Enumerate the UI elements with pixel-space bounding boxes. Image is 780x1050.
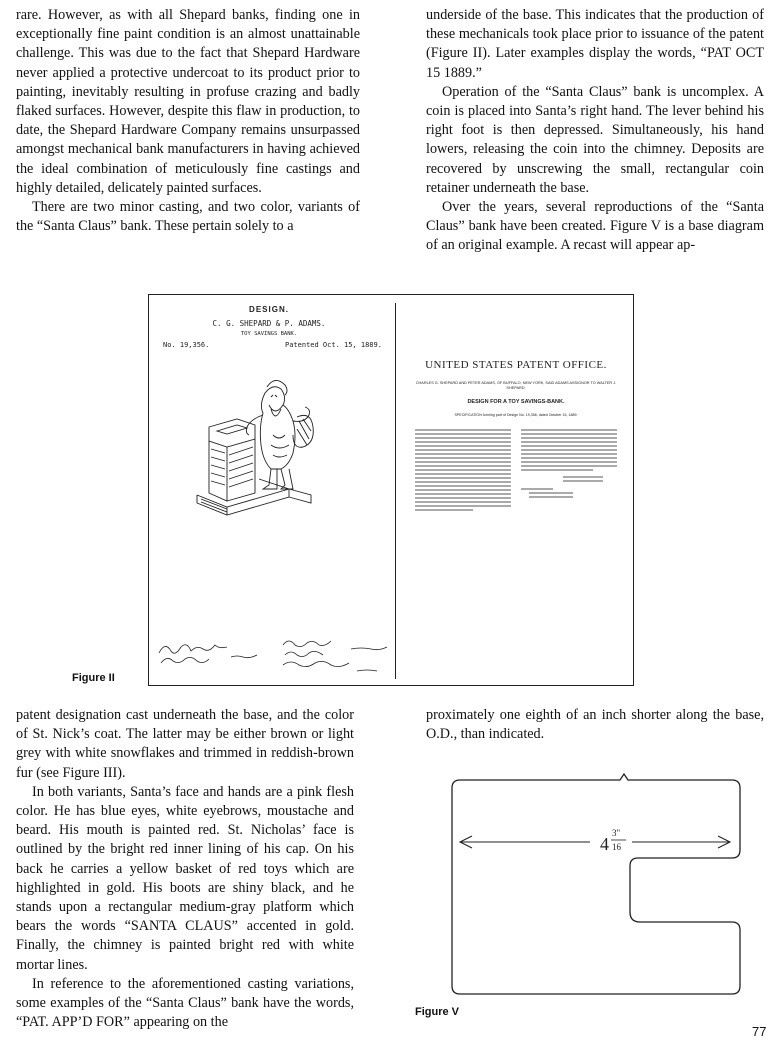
figure-ii-caption: Figure II (72, 672, 115, 684)
witness-signatures (157, 631, 267, 671)
patent-office-title: UNITED STATES PATENT OFFICE. (425, 359, 607, 371)
paragraph: rare. However, as with all Shepard banks, finding one in exceptionally fine paint condition is an almost unattainable challenge. This was due to the fact that Shepard Hardware never applied a protective undercoat to its product prior to painting, inevitably resulting in profuse crazing and badly flaked surfaces. However, despite this flaw in production, to date, the Shepard Hardware Company remains unsurpassed amongst mechanical bank manufacturers in having achieved the ideal combination of meticulously fine castings and highly detailed, delicately painted surfaces. (16, 7, 360, 196)
dimension-arrow (460, 836, 730, 848)
design-bank-title: TOY SAVINGS BANK. (240, 331, 298, 337)
santa-chimney-drawing (189, 365, 359, 535)
spec-heading-title: DESIGN FOR A TOY SAVINGS-BANK. (467, 399, 565, 405)
patent-page-divider (395, 303, 396, 679)
paragraph: proximately one eighth of an inch shorter along the base, O.D., than indicated. (426, 707, 764, 743)
base-outline (452, 774, 740, 994)
paragraph: There are two minor casting, and two color, variants of the “Santa Claus” bank. These pertain solely to a (16, 199, 360, 235)
paragraph: Operation of the “Santa Claus” bank is uncomplex. A coin is placed into Santa’s right hand. The lever behind his right foot is then depressed. Simultaneously, his hand lowers, releasing the coin into the chimney. Deposits are recovered by unscrewing the small, rectangular coin retainer underneath the base. (426, 83, 764, 196)
spec-heading-specification: SPECIFICATION forming part of Design No. 19,356, dated October 15, 1889. (454, 413, 578, 417)
spec-heading-names: CHARLES G. SHEPARD AND PETER ADAMS, OF BUFFALO, NEW YORK, SAID ADAMS ASSIGNOR TO WALTER J. SHEPARD. (415, 381, 617, 390)
column-top-right (426, 6, 764, 256)
design-patent-date: Patented Oct. 15, 1889. (285, 341, 382, 349)
patent-figure (148, 294, 634, 686)
page-number: 77 (752, 1024, 767, 1039)
paragraph: patent designation cast underneath the base, and the color of St. Nick’s coat. The latter may be either brown or light grey with white snowflakes and trimmed in reddish-brown fur (see Figure III). (16, 707, 354, 781)
design-title: DESIGN. (249, 305, 289, 314)
paragraph: In both variants, Santa’s face and hands are a pink flesh color. He has blue eyes, white eyebrows, moustache and beard. His mouth is painted red. St. Nicholas’ face is outlined by the bright red inner lining of his cap. On his back he carries a yellow basket of red toys which are highlighted in gold. His boots are shiny black, and he stands upon a rectangular medium-gray platform which bears the words “SANTA CLAUS” accented in gold. Finally, the chimney is painted bright red with white mortar lines. (16, 783, 354, 973)
inventor-signatures (279, 635, 391, 675)
base-diagram (450, 772, 750, 1002)
design-names: C. G. SHEPARD & P. ADAMS. (212, 319, 326, 328)
dimension-numerator: 3" (612, 828, 621, 838)
dimension-denominator: 16 (612, 842, 621, 852)
column-bottom-right (426, 706, 764, 744)
paragraph: underside of the base. This indicates that the production of these mechanicals took place prior to issuance of the patent (Figure II). Later examples display the words, “PAT OCT 15 1889.” (426, 7, 764, 81)
design-number: No. 19,356. (163, 341, 210, 349)
column-top-left (16, 6, 360, 236)
paragraph: Over the years, several reproductions of the “Santa Claus” bank have been created. Figure V is a base diagram of an original example. A recast will appear ap- (426, 199, 764, 254)
specification-text-block (413, 427, 619, 523)
paragraph: In reference to the aforementioned casting variations, some examples of the “Santa Claus” bank have the words, “PAT. APP’D FOR” appearing on the (16, 975, 354, 1031)
figure-v-caption: Figure V (415, 1006, 460, 1018)
column-bottom-left (16, 706, 354, 1032)
dimension-whole: 4 (600, 834, 609, 854)
